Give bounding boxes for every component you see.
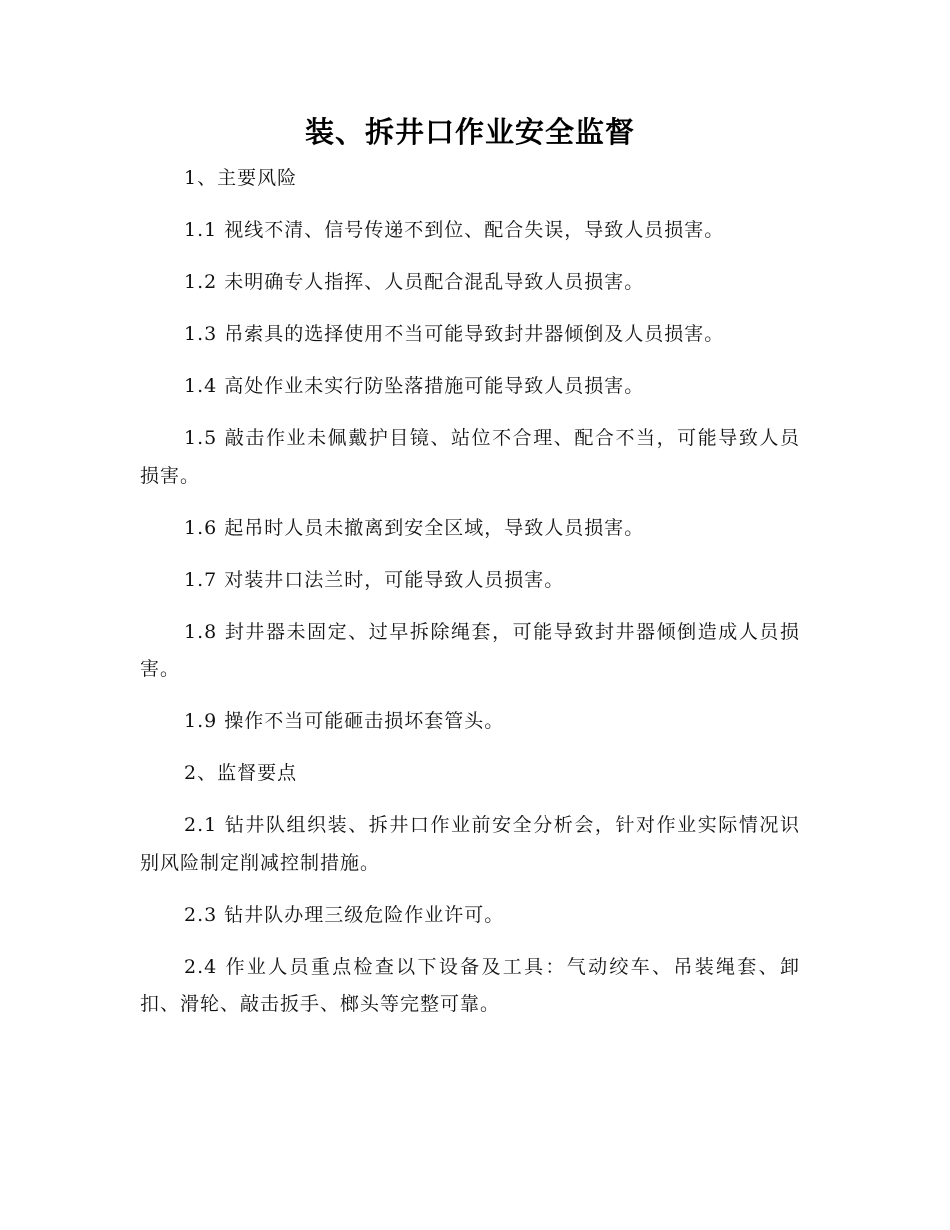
supervision-item-2-1: 2.1 钻井队组织装、拆井口作业前安全分析会，针对作业实际情况识别风险制定削减控制措施。 (140, 814, 800, 874)
risk-item-1-5: 1.5 敲击作业未佩戴护目镜、站位不合理、配合不当，可能导致人员损害。 (140, 427, 800, 487)
section-heading-main-risks: 1、主要风险 (184, 167, 298, 189)
supervision-item-2-3: 2.3 钻井队办理三级危险作业许可。 (184, 903, 505, 926)
risk-item-1-6: 1.6 起吊时人员未撤离到安全区域，导致人员损害。 (184, 516, 645, 539)
risk-item-1-8: 1.8 封井器未固定、过早拆除绳套，可能导致封井器倾倒造成人员损害。 (140, 620, 800, 680)
section-heading-supervision-points: 2、监督要点 (184, 762, 298, 784)
risk-item-1-3: 1.3 吊索具的选择使用不当可能导致封井器倾倒及人员损害。 (184, 323, 725, 345)
risk-item-1-1: 1.1 视线不清、信号传递不到位、配合失误，导致人员损害。 (184, 219, 725, 241)
document-page (140, 108, 800, 1038)
risk-item-1-7: 1.7 对装井口法兰时，可能导致人员损害。 (184, 568, 565, 591)
risk-item-1-2: 1.2 未明确专人指挥、人员配合混乱导致人员损害。 (184, 271, 645, 293)
risk-item-1-9: 1.9 操作不当可能砸击损坏套管头。 (184, 710, 505, 732)
risk-item-1-4: 1.4 高处作业未实行防坠落措施可能导致人员损害。 (184, 375, 645, 397)
document-title: 装、拆井口作业安全监督 (304, 115, 635, 149)
supervision-item-2-4: 2.4 作业人员重点检查以下设备及工具：气动绞车、吊装绳套、卸扣、滑轮、敲击扳手、榔头等完整可靠。 (140, 955, 800, 1015)
document-body (140, 160, 800, 1024)
